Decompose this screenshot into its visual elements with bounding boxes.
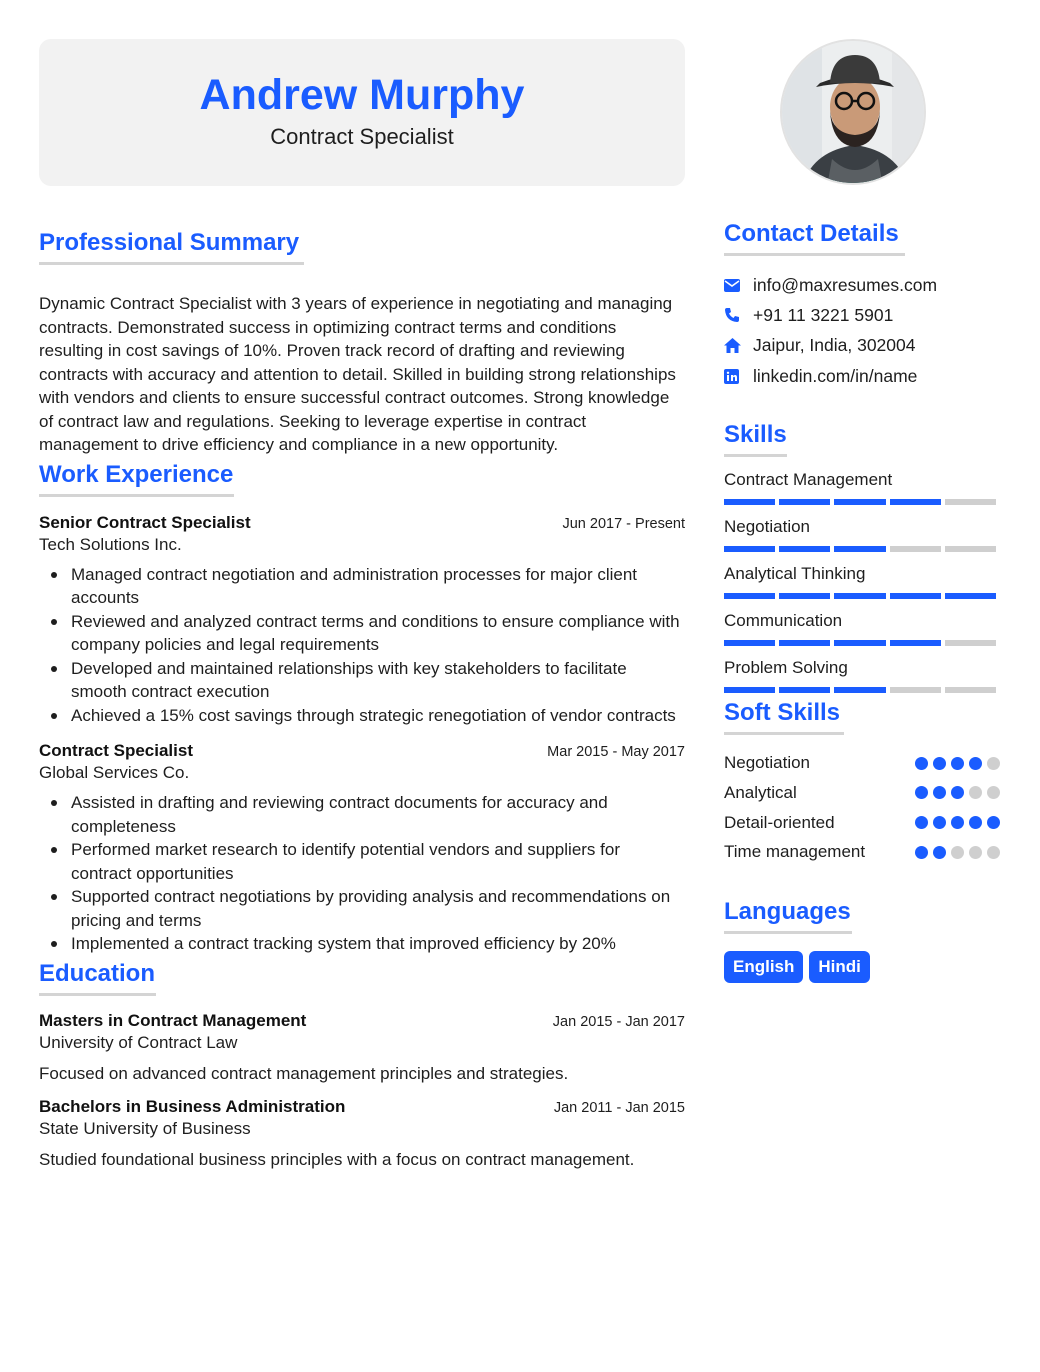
rating-dot [987, 846, 1000, 859]
list-item: Performed market research to identify potential vendors and suppliers for contract opportunities [39, 838, 685, 885]
rating-dot [987, 786, 1000, 799]
job-title: Contract Specialist [39, 741, 193, 760]
sidebar-column [724, 39, 1000, 983]
job-entry [39, 513, 685, 728]
experience-heading: Work Experience [39, 460, 234, 497]
skill-level-segment [890, 687, 941, 693]
skill-level-segment [945, 499, 996, 505]
job-bullets [39, 563, 685, 728]
soft-skill-label: Analytical [724, 782, 797, 802]
skill-level-segment [945, 640, 996, 646]
skills-heading: Skills [724, 420, 787, 457]
skill-level-segment [724, 687, 775, 693]
soft-skill-label: Negotiation [724, 753, 811, 773]
rating-dot [969, 786, 982, 799]
contact-address [724, 331, 1000, 361]
summary-heading: Professional Summary [39, 228, 304, 265]
skill-item [724, 516, 1000, 552]
list-item: Developed and maintained relationships with key stakeholders to facilitate smooth contract execution [39, 657, 685, 704]
contact-phone[interactable] [724, 300, 1000, 330]
rating-dot [987, 757, 1000, 770]
rating-dot [951, 846, 964, 859]
skill-level-segment [724, 499, 775, 505]
education-heading: Education [39, 959, 156, 996]
rating-dot [933, 816, 946, 829]
phone-text: +91 11 3221 5901 [753, 304, 894, 325]
phone-icon [724, 307, 753, 323]
contact-section [724, 219, 1000, 391]
skill-level-segment [890, 640, 941, 646]
skill-label: Analytical Thinking [724, 564, 866, 584]
soft-skills-section [724, 698, 1000, 867]
experience-section [39, 460, 685, 956]
email-text: info@maxresumes.com [753, 274, 938, 295]
rating-dot [933, 786, 946, 799]
job-date: Mar 2015 - May 2017 [547, 744, 685, 760]
skills-list [724, 469, 1000, 693]
candidate-title: Contract Specialist [270, 124, 454, 149]
skill-level-bar [724, 687, 1000, 693]
summary-section [39, 228, 685, 457]
language-badge: English [724, 951, 803, 983]
rating-dot [987, 816, 1000, 829]
skill-level-segment [834, 499, 885, 505]
rating-dot [951, 816, 964, 829]
skill-level-segment [724, 640, 775, 646]
skill-label: Problem Solving [724, 658, 848, 678]
degree-title: Masters in Contract Management [39, 1010, 307, 1030]
list-item: Achieved a 15% cost savings through strategic renegotiation of vendor contracts [39, 704, 685, 728]
education-description: Focused on advanced contract management principles and strategies. [39, 1063, 569, 1083]
resume-header [39, 39, 685, 186]
avatar [780, 39, 926, 185]
education-date: Jan 2011 - Jan 2015 [553, 1099, 685, 1116]
soft-skill-rating [915, 846, 1000, 859]
language-badge: Hindi [809, 951, 870, 983]
education-entry [39, 1011, 685, 1085]
school-name: State University of Business [39, 1118, 251, 1138]
rating-dot [951, 757, 964, 770]
soft-skill-item [724, 838, 1000, 868]
contact-email[interactable] [724, 270, 1000, 300]
skill-level-segment [724, 593, 775, 599]
rating-dot [969, 757, 982, 770]
list-item: Implemented a contract tracking system that improved efficiency by 20% [39, 932, 685, 956]
skill-level-segment [834, 687, 885, 693]
linkedin-text: linkedin.com/in/name [753, 365, 918, 386]
job-company: Global Services Co. [39, 763, 190, 782]
rating-dot [969, 816, 982, 829]
list-item: Assisted in drafting and reviewing contract documents for accuracy and completeness [39, 791, 685, 838]
skill-level-segment [779, 593, 830, 599]
skill-level-segment [945, 593, 996, 599]
home-icon [724, 338, 753, 353]
list-item: Managed contract negotiation and administration processes for major client accounts [39, 563, 685, 610]
job-company: Tech Solutions Inc. [39, 534, 182, 554]
avatar-icon [782, 41, 926, 185]
job-date: Jun 2017 - Present [562, 515, 685, 532]
skill-item [724, 563, 1000, 599]
soft-skill-rating [915, 786, 1000, 799]
languages-section [724, 897, 1000, 983]
skill-item [724, 657, 1000, 693]
candidate-name: Andrew Murphy [199, 71, 525, 119]
list-item: Reviewed and analyzed contract terms and conditions to ensure compliance with company policies and legal requirements [39, 610, 685, 657]
skill-level-segment [890, 593, 941, 599]
skill-level-segment [779, 546, 830, 552]
job-bullets [39, 791, 685, 956]
rating-dot [933, 846, 946, 859]
rating-dot [915, 786, 928, 799]
contact-heading: Contact Details [724, 219, 905, 256]
skill-level-segment [834, 593, 885, 599]
skill-level-bar [724, 593, 1000, 599]
address-text: Jaipur, India, 302004 [753, 335, 916, 356]
skill-level-bar [724, 499, 1000, 505]
languages-heading: Languages [724, 897, 852, 934]
job-entry [39, 741, 685, 956]
skill-level-segment [779, 499, 830, 505]
skill-level-segment [945, 546, 996, 552]
soft-skills-heading: Soft Skills [724, 698, 844, 735]
education-date: Jan 2015 - Jan 2017 [552, 1013, 685, 1030]
skills-section [724, 420, 1000, 693]
list-item: Supported contract negotiations by providing analysis and recommendations on pricing and terms [39, 885, 685, 932]
envelope-icon [724, 279, 753, 292]
skill-level-bar [724, 546, 1000, 552]
rating-dot [933, 757, 946, 770]
languages-list [724, 951, 1000, 983]
rating-dot [969, 846, 982, 859]
rating-dot [915, 757, 928, 770]
skill-level-segment [779, 687, 830, 693]
soft-skill-item [724, 778, 1000, 808]
school-name: University of Contract Law [39, 1032, 238, 1052]
skill-level-segment [945, 687, 996, 693]
skill-level-segment [779, 640, 830, 646]
skill-level-segment [834, 546, 885, 552]
contact-list [724, 270, 1000, 391]
contact-linkedin[interactable] [724, 361, 1000, 391]
soft-skills-list [724, 748, 1000, 867]
soft-skill-rating [915, 757, 1000, 770]
soft-skill-item [724, 808, 1000, 838]
skill-level-bar [724, 640, 1000, 646]
rating-dot [951, 786, 964, 799]
degree-title: Bachelors in Business Administration [39, 1096, 346, 1116]
skill-level-segment [890, 499, 941, 505]
skill-level-segment [890, 546, 941, 552]
linkedin-icon [724, 369, 753, 384]
main-column [39, 39, 685, 1171]
soft-skill-rating [915, 816, 1000, 829]
education-entry [39, 1097, 685, 1171]
skill-item [724, 469, 1000, 505]
skill-level-segment [834, 640, 885, 646]
soft-skill-label: Time management [724, 842, 866, 862]
job-title: Senior Contract Specialist [39, 512, 251, 532]
summary-text: Dynamic Contract Specialist with 3 years of experience in negotiating and managing contracts. Demonstrated success in optimizing contract terms and conditions resulting in cost savings of 10%. Proven track record of drafting and reviewing contracts with accuracy and attention to detail. Skilled in building strong relationships with vendors and clients to ensure successful contract outcomes. Strong knowledge of contract law and regulations. Seeking to leverage expertise in contract management to drive efficiency and compliance in a new opportunity. [39, 294, 676, 454]
soft-skill-label: Detail-oriented [724, 812, 835, 832]
rating-dot [915, 846, 928, 859]
rating-dot [915, 816, 928, 829]
education-section [39, 959, 685, 1171]
soft-skill-item [724, 748, 1000, 778]
skill-label: Negotiation [724, 517, 811, 537]
skill-item [724, 610, 1000, 646]
skill-label: Communication [724, 611, 843, 631]
skill-label: Contract Management [724, 470, 893, 490]
skill-level-segment [724, 546, 775, 552]
education-description: Studied foundational business principles with a focus on contract management. [39, 1149, 635, 1169]
